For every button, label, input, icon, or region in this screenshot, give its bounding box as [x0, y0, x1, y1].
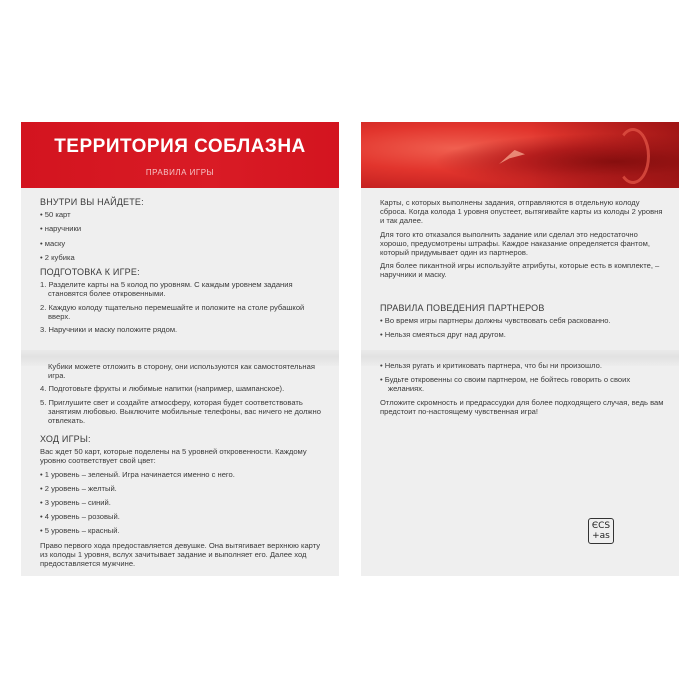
step-item: 2. Каждую колоду тщательно перемешайте и положите на столе рубашкой вверх. [40, 302, 305, 321]
dice-note: Кубики можете отложить в сторону, они используются как самостоятельная игра. [48, 362, 315, 381]
step-item: 5. Приглушите свет и создайте атмосферу, которая будет соответствовать занятиям любовью. Выключите мобильные телефоны, вас ничего не должно отвлекать. [40, 397, 321, 426]
rules-subtitle: ПРАВИЛА ИГРЫ [145, 168, 215, 177]
rule-item: • Будьте откровенны со своим партнером, не бойтесь говорить о своих желаниях. [380, 375, 631, 394]
rules-card-front [21, 122, 339, 576]
paragraph: Для того кто отказался выполнить задание или сделал это недостаточно хорошо, предусмотрены штрафы. Каждое наказание определяется фантом, который придумывает один из партнеров. [380, 229, 650, 258]
rules-continued [380, 198, 665, 284]
list-item: • наручники [40, 224, 82, 234]
gameplay-section [40, 435, 325, 572]
level-item: • 4 уровень – розовый. [40, 512, 120, 522]
title-banner [21, 122, 339, 188]
couple-photo-banner [361, 122, 679, 188]
behavior-title: ПРАВИЛА ПОВЕДЕНИЯ ПАРТНЕРОВ [380, 303, 545, 313]
closing-paragraph: Отложите скромность и предрассудки для более подходящего случая, ведь вам предстоит по-настоящему чувственная игра! [380, 397, 664, 416]
ear-shape [616, 128, 650, 184]
logo-line-2: +as [592, 531, 610, 541]
gameplay-outro: Право первого хода предоставляется девушке. Она вытягивает верхнюю карту из колоды 1 уровня, вслух зачитывает задание и выполняет его. Далее ход предоставляется мужчине. [40, 540, 321, 569]
paragraph: Карты, с которых выполнены задания, отправляются в отдельную колоду сброса. Когда колода 1 уровня опустеет, вытягивайте карты из колоды 2 уровня и так далее. [380, 198, 663, 226]
level-item: • 5 уровень – красный. [40, 526, 120, 536]
inside-title: ВНУТРИ ВЫ НАЙДЕТЕ: [40, 197, 144, 207]
step-item: 4. Подготовьте фрукты и любимые напитки (например, шампанское). [40, 384, 285, 394]
list-item: • маску [40, 238, 66, 248]
rule-item: • Во время игры партнеры должны чувствовать себя раскованно. [380, 316, 611, 326]
photo-shade [531, 122, 679, 188]
step-item: 1. Разделите карты на 5 колод по уровням. С каждым уровнем задания становятся более откровенными. [40, 280, 293, 299]
list-item: • 2 кубика [40, 252, 75, 262]
rule-item: • Нельзя ругать и критиковать партнера, что бы ни произошло. [380, 361, 602, 370]
lips-shape [499, 150, 525, 164]
step-item: 3. Наручники и маску положите рядом. [40, 325, 178, 335]
list-item: • 50 карт [40, 210, 71, 220]
preparation-title: ПОДГОТОВКА К ИГРЕ: [40, 267, 140, 277]
ecstas-logo [588, 518, 614, 544]
inside-section [40, 198, 325, 267]
level-item: • 1 уровень – зеленый. Игра начинается именно с него. [40, 469, 235, 479]
paragraph: Для более пикантной игры используйте атрибуты, которые есть в комплекте, – наручники и маску. [380, 261, 660, 280]
level-item: • 3 уровень – синий. [40, 498, 111, 508]
logo-line-1: ЄCS [591, 521, 611, 531]
game-title: ТЕРРИТОРИЯ СОБЛАЗНА [54, 136, 306, 157]
behavior-continued [380, 361, 665, 420]
rule-item: • Нельзя смеяться друг над другом. [380, 330, 506, 340]
gameplay-title: ХОД ИГРЫ: [40, 434, 91, 444]
rules-card-back [361, 122, 679, 576]
preparation-section [40, 268, 325, 338]
gameplay-intro: Вас ждет 50 карт, которые поделены на 5 уровней откровенности. Каждому уровню соответствует свой цвет: [40, 447, 307, 466]
level-item: • 2 уровень – желтый. [40, 483, 117, 493]
preparation-continued [40, 362, 325, 429]
behavior-section [380, 304, 665, 345]
